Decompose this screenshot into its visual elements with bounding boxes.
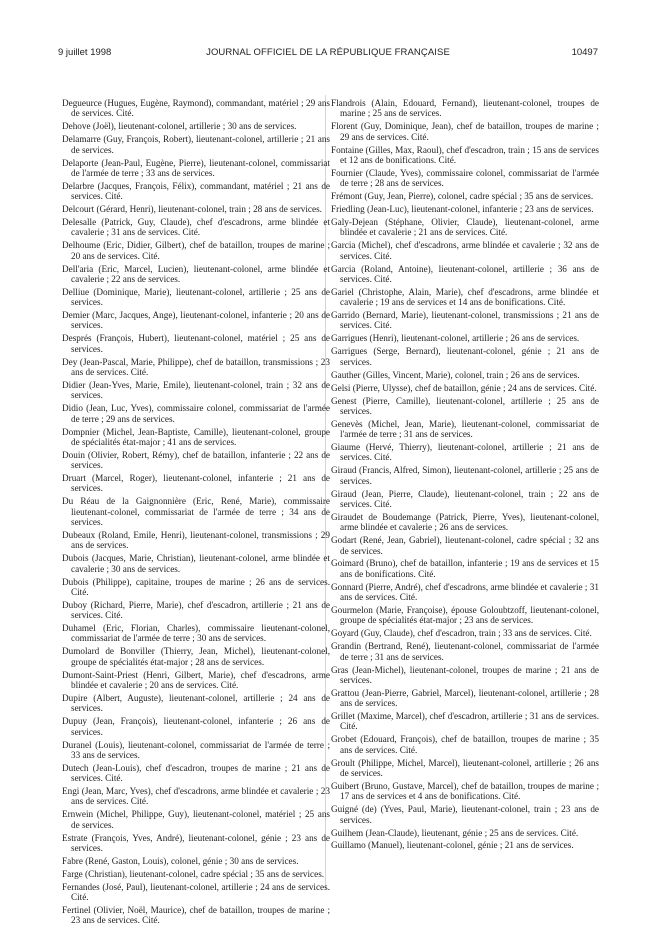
list-entry: Engi (Jean, Marc, Yves), chef d'escadrons, arme blindée et cavalerie ; 23 ans de services. Cité.	[62, 786, 330, 807]
list-entry: Dumolard de Bonviller (Thierry, Jean, Michel), lieutenant-colonel, groupe de spécialités état-major ; 28 ans de services.	[62, 646, 330, 667]
list-entry: Dehove (Joël), lieutenant-colonel, artillerie ; 30 ans de services.	[62, 121, 297, 132]
list-entry: Dell'aria (Eric, Marcel, Lucien), lieutenant-colonel, arme blindée et cavalerie ; 22 ans de services.	[62, 263, 330, 284]
list-entry: Giraud (Jean, Pierre, Claude), lieutenant-colonel, train ; 22 ans de services. Cité.	[331, 488, 599, 509]
list-entry: Gras (Jean-Michel), lieutenant-colonel, troupes de marine ; 21 ans de services.	[331, 664, 599, 685]
list-entry: Didier (Jean-Yves, Marie, Emile), lieutenant-colonel, train ; 32 ans de services.	[62, 379, 330, 401]
list-entry: Didio (Jean, Luc, Yves), commissaire colonel, commissariat de l'armée de terre ; 29 ans de services.	[62, 403, 330, 424]
list-entry: Genevès (Michel, Jean, Marie), lieutenant-colonel, commissariat de l'armée de terre ; 31 ans de services.	[331, 418, 599, 440]
header-page-number: 10497	[571, 47, 598, 58]
list-entry: Garrigues (Serge, Bernard), lieutenant-colonel, génie ; 21 ans de services.	[331, 346, 599, 367]
list-entry: Fontaine (Gilles, Max, Raoul), chef d'escadron, train ; 15 ans de services et 12 ans de bonifications. Cité.	[331, 144, 599, 165]
list-entry: Guibert (Bruno, Gustave, Marcel), chef de bataillon, troupes de marine ; 17 ans de services et 4 ans de bonifications. Cité.	[331, 780, 599, 802]
page-header	[58, 47, 598, 61]
list-entry: Giraud (Francis, Alfred, Simon), lieutenant-colonel, artillerie ; 25 ans de services.	[331, 465, 599, 486]
list-entry: Goimard (Bruno), chef de bataillon, infanterie ; 19 ans de services et 15 ans de bonifications. Cité.	[331, 558, 599, 579]
list-entry: Gariel (Christophe, Alain, Marie), chef d'escadrons, arme blindée et cavalerie ; 19 ans de services et 14 ans de bonifications. Cité.	[331, 286, 599, 308]
list-entry: Giaume (Hervé, Thierry), lieutenant-colonel, artillerie ; 21 ans de services. Cité.	[331, 442, 599, 463]
list-entry: Fabre (René, Gaston, Louis), colonel, génie ; 30 ans de services.	[62, 855, 299, 866]
list-entry: Gourmelon (Marie, Françoise), épouse Goloubtzoff, lieutenant-colonel, groupe de spécialités état-major ; 23 ans de services.	[331, 605, 599, 626]
list-entry: Goyard (Guy, Claude), chef d'escadron, train ; 33 ans de services. Cité.	[331, 628, 592, 639]
list-entry: Flandrois (Alain, Edouard, Fernand), lieutenant-colonel, troupes de marine ; 25 ans de services.	[331, 98, 599, 119]
left-column	[62, 98, 330, 928]
list-entry: Garrigues (Henri), lieutenant-colonel, artillerie ; 26 ans de services.	[331, 333, 580, 344]
list-entry: Duhamel (Eric, Florian, Charles), commissaire lieutenant-colonel, commissariat de l'armée de terre ; 30 ans de services.	[62, 623, 330, 644]
list-entry: Dutech (Jean-Louis), chef d'escadron, troupes de marine ; 21 ans de services. Cité.	[62, 762, 330, 784]
list-entry: Galy-Dejean (Stéphane, Olivier, Claude), lieutenant-colonel, arme blindée et cavalerie ; 21 ans de services. Cité.	[331, 217, 599, 238]
list-entry: Friedling (Jean-Luc), lieutenant-colonel, infanterie ; 23 ans de services.	[331, 204, 594, 215]
list-entry: Dumont-Saint-Priest (Henri, Gilbert, Marie), chef d'escadrons, arme blindée et cavalerie ; 20 ans de services. Cité.	[62, 669, 330, 691]
list-entry: Gelsi (Pierre, Ulysse), chef de bataillon, génie ; 24 ans de services. Cité.	[331, 382, 597, 393]
list-entry: Guilhem (Jean-Claude), lieutenant, génie ; 25 ans de services. Cité.	[331, 827, 579, 838]
list-entry: Douin (Olivier, Robert, Rémy), chef de bataillon, infanterie ; 22 ans de services.	[62, 449, 330, 471]
list-entry: Grillet (Maxime, Marcel), chef d'escadron, artillerie ; 31 ans de services. Cité.	[331, 711, 599, 732]
list-entry: Dupuy (Jean, François), lieutenant-colonel, infanterie ; 26 ans de services.	[62, 716, 330, 737]
list-entry: Delcourt (Gérard, Henri), lieutenant-colonel, train ; 28 ans de services.	[62, 204, 322, 215]
list-entry: Ernwein (Michel, Philippe, Guy), lieutenant-colonel, matériel ; 25 ans de services.	[62, 809, 330, 830]
list-entry: Dey (Jean-Pascal, Marie, Philippe), chef de bataillon, transmissions ; 23 ans de services. Cité.	[62, 356, 330, 378]
list-entry: Dubois (Philippe), capitaine, troupes de marine ; 26 ans de services. Cité.	[62, 576, 330, 597]
list-entry: Garrido (Bernard, Marie), lieutenant-colonel, transmissions ; 21 ans de services. Cité.	[331, 310, 599, 331]
header-date: 9 juillet 1998	[58, 47, 112, 58]
list-entry: Gauther (Gilles, Vincent, Marie), colonel, train ; 26 ans de services.	[331, 369, 580, 380]
list-entry: Groult (Philippe, Michel, Marcel), lieutenant-colonel, artillerie ; 26 ans de services.	[331, 757, 599, 778]
list-entry: Du Réau de la Gaignonnière (Eric, René, Marie), commissaire lieutenant-colonel, commissariat de l'armée de terre ; 34 ans de services.	[62, 496, 330, 528]
list-entry: Delesalle (Patrick, Guy, Claude), chef d'escadrons, arme blindée et cavalerie ; 31 ans de services. Cité.	[62, 217, 330, 238]
list-entry: Duboy (Richard, Pierre, Marie), chef d'escadron, artillerie ; 21 ans de services. Cité.	[62, 599, 330, 621]
list-entry: Genest (Pierre, Camille), lieutenant-colonel, artillerie ; 25 ans de services.	[331, 395, 599, 416]
list-entry: Delhoume (Eric, Didier, Gilbert), chef de bataillon, troupes de marine ; 20 ans de services. Cité.	[62, 240, 330, 261]
list-entry: Dubois (Jacques, Marie, Christian), lieutenant-colonel, arme blindée et cavalerie ; 30 ans de services.	[62, 553, 330, 574]
header-title: JOURNAL OFFICIEL DE LA RÉPUBLIQUE FRANÇAISE	[206, 47, 450, 58]
list-entry: Delliue (Dominique, Marie), lieutenant-colonel, artillerie ; 25 ans de services.	[62, 286, 330, 308]
list-entry: Dubeaux (Roland, Emile, Henri), lieutenant-colonel, transmissions ; 29 ans de services.	[62, 530, 330, 551]
list-entry: Fournier (Claude, Yves), commissaire colonel, commissariat de l'armée de terre ; 28 ans de services.	[331, 167, 599, 189]
list-entry: Florent (Guy, Dominique, Jean), chef de bataillon, troupes de marine ; 29 ans de services. Cité.	[331, 121, 599, 142]
list-entry: Estrate (François, Yves, André), lieutenant-colonel, génie ; 23 ans de services.	[62, 832, 330, 853]
list-entry: Giraudet de Boudemange (Patrick, Pierre, Yves), lieutenant-colonel, arme blindée et cavalerie ; 26 ans de services.	[331, 511, 599, 533]
list-entry: Dompnier (Michel, Jean-Baptiste, Camille), lieutenant-colonel, groupe de spécialités état-major ; 41 ans de services.	[62, 426, 330, 447]
list-entry: Garcia (Michel), chef d'escadrons, arme blindée et cavalerie ; 32 ans de services. Cité.	[331, 240, 599, 261]
list-entry: Druart (Marcel, Roger), lieutenant-colonel, infanterie ; 21 ans de services.	[62, 473, 330, 494]
list-entry: Grandin (Bertrand, René), lieutenant-colonel, commissariat de l'armée de terre ; 31 ans de services.	[331, 641, 599, 662]
list-entry: Delarbre (Jacques, François, Félix), commandant, matériel ; 21 ans de services. Cité.	[62, 180, 330, 202]
list-entry: Frémont (Guy, Jean, Pierre), colonel, cadre spécial ; 35 ans de services.	[331, 191, 594, 202]
list-entry: Delaporte (Jean-Paul, Eugène, Pierre), lieutenant-colonel, commissariat de l'armée de terre ; 33 ans de services.	[62, 157, 330, 178]
list-entry: Gonnard (Pierre, André), chef d'escadrons, arme blindée et cavalerie ; 31 ans de services. Cité.	[331, 581, 599, 603]
list-entry: Guillamo (Manuel), lieutenant-colonel, génie ; 21 ans de services.	[331, 840, 574, 851]
list-entry: Dupire (Albert, Auguste), lieutenant-colonel, artillerie ; 24 ans de services.	[62, 692, 330, 714]
list-entry: Fertinel (Olivier, Noël, Maurice), chef de bataillon, troupes de marine ; 23 ans de services. Cité.	[62, 905, 330, 926]
list-entry: Duranel (Louis), lieutenant-colonel, commissariat de l'armée de terre ; 33 ans de services.	[62, 739, 330, 760]
list-entry: Grattou (Jean-Pierre, Gabriel, Marcel), lieutenant-colonel, artillerie ; 28 ans de services.	[331, 687, 599, 709]
list-entry: Demier (Marc, Jacques, Ange), lieutenant-colonel, infanterie ; 20 ans de services.	[62, 310, 330, 331]
list-entry: Després (François, Hubert), lieutenant-colonel, matériel ; 25 ans de services.	[62, 333, 330, 354]
list-entry: Garcia (Roland, Antoine), lieutenant-colonel, artillerie ; 36 ans de services. Cité.	[331, 263, 599, 284]
list-entry: Farge (Christian), lieutenant-colonel, cadre spécial ; 35 ans de services.	[62, 868, 325, 879]
list-entry: Fernandes (José, Paul), lieutenant-colonel, artillerie ; 24 ans de services. Cité.	[62, 881, 330, 903]
right-column	[331, 98, 599, 853]
list-entry: Godart (René, Jean, Gabriel), lieutenant-colonel, cadre spécial ; 32 ans de services.	[331, 535, 599, 556]
list-entry: Delamarre (Guy, François, Robert), lieutenant-colonel, artillerie ; 21 ans de services.	[62, 134, 330, 155]
list-entry: Guigné (de) (Yves, Paul, Marie), lieutenant-colonel, train ; 23 ans de services.	[331, 804, 599, 825]
list-entry: Grobet (Edouard, François), chef de bataillon, troupes de marine ; 35 ans de services. Cité.	[331, 734, 599, 755]
list-entry: Degueurce (Hugues, Eugène, Raymond), commandant, matériel ; 29 ans de services. Cité.	[62, 98, 330, 119]
